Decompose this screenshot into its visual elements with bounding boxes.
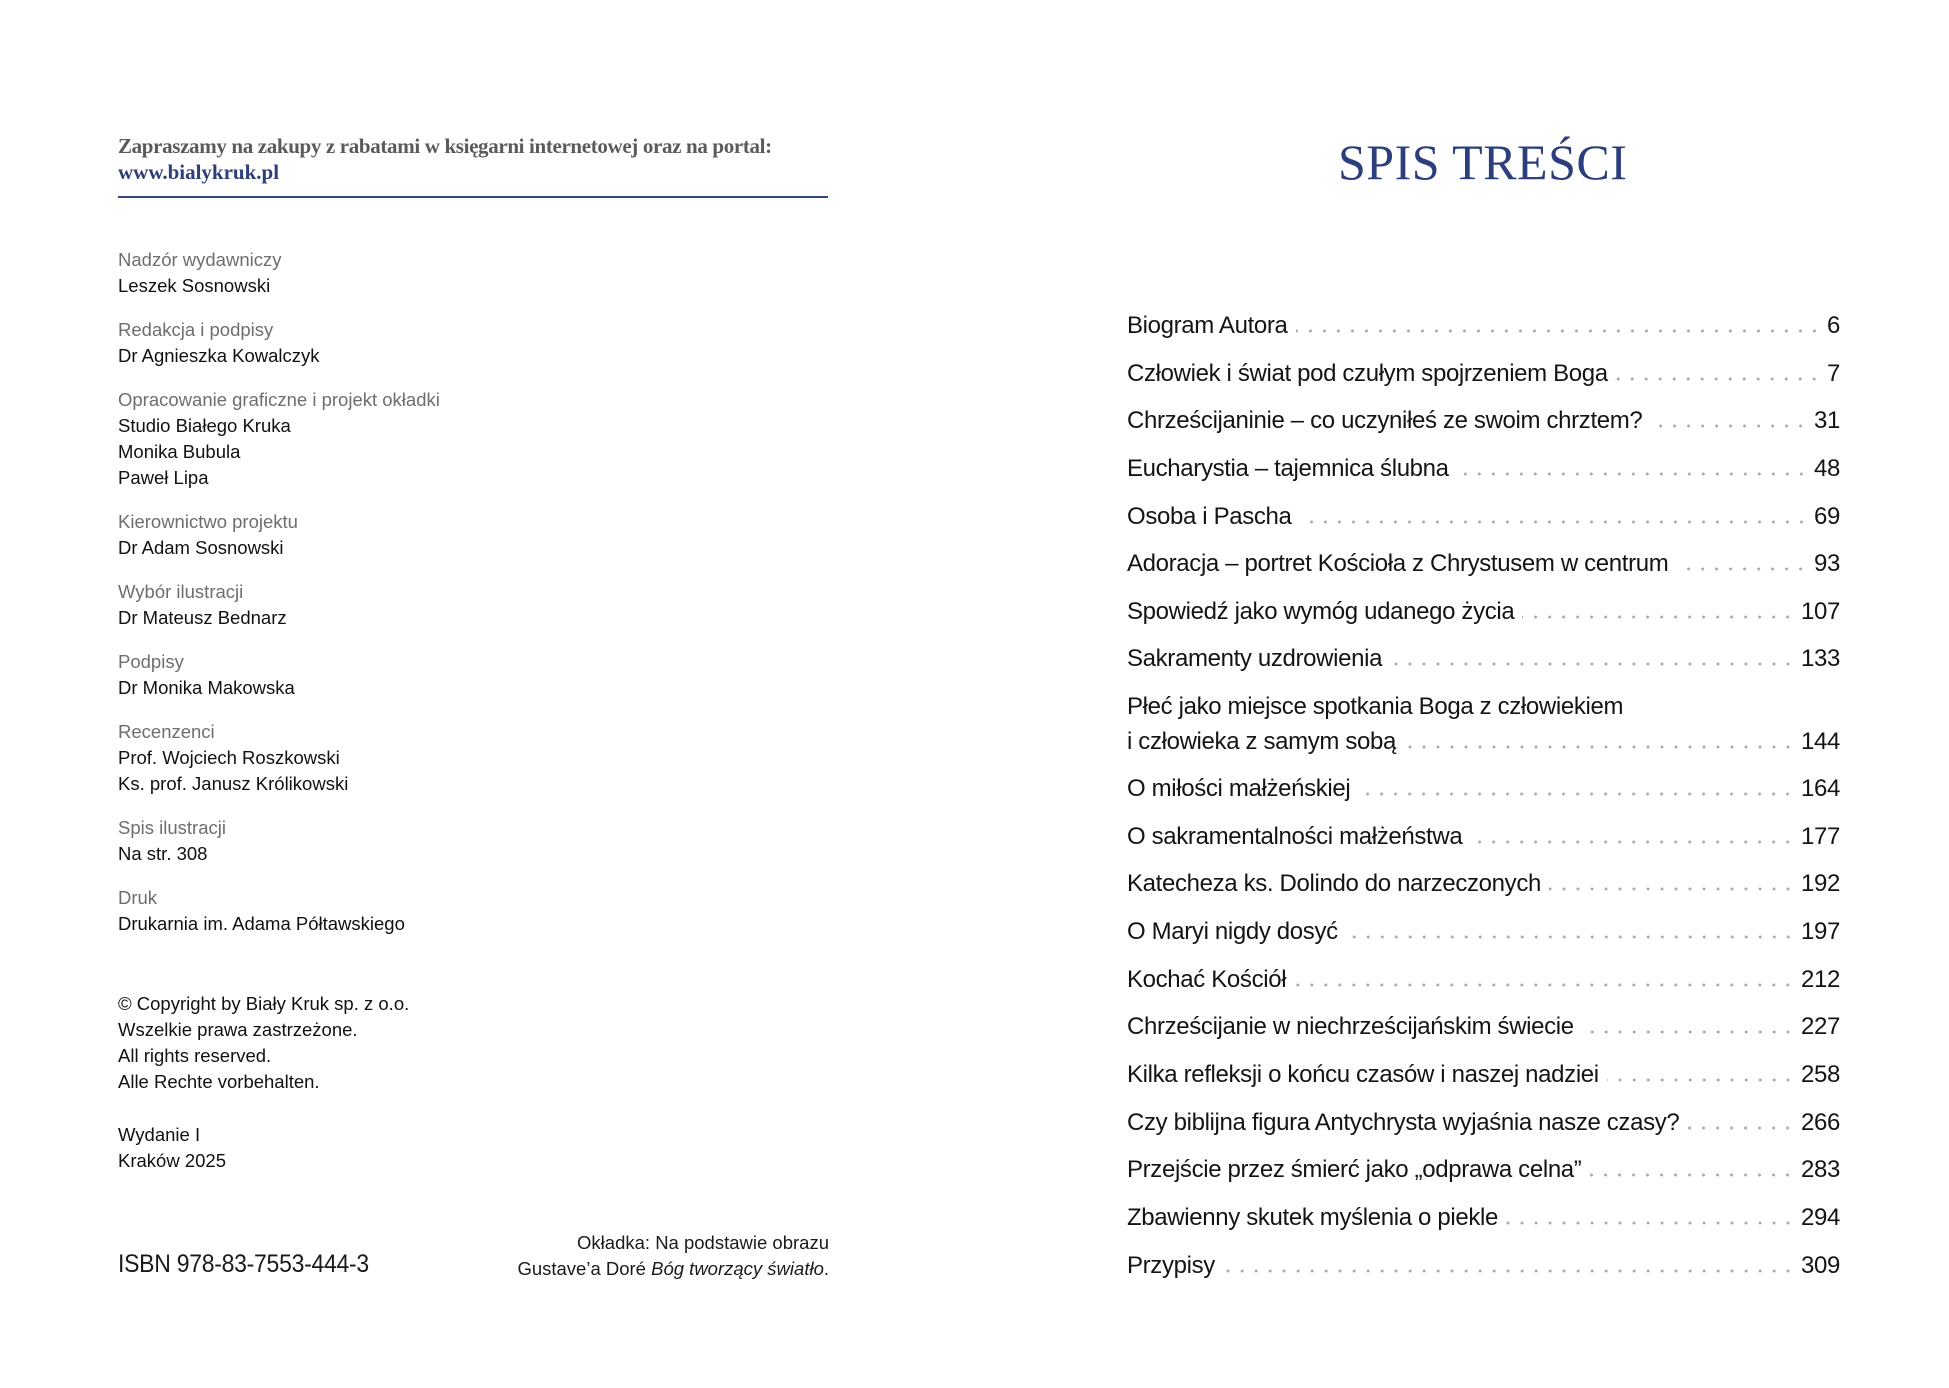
toc-entry[interactable] [1127,406,1840,436]
dot-leader [1470,840,1795,844]
credit-value: Studio Białego Kruka [118,415,291,436]
toc-entry[interactable] [1127,1203,1840,1233]
toc-entry-title: Adoracja – portret Kościoła z Chrystusem w centrum [1127,550,1669,577]
dot-leader [1616,377,1821,381]
dot-leader [1506,1221,1795,1225]
toc-entry-page-number: 266 [1801,1109,1840,1136]
credit-value: Ks. prof. Janusz Królikowski [118,773,349,794]
cover-credit [517,1230,829,1282]
toc-entry-page-number: 294 [1801,1204,1840,1231]
credit-value: Dr Adam Sosnowski [118,537,284,558]
dot-leader [1549,887,1795,891]
credit-label: Druk [118,887,158,908]
dot-leader [1582,1030,1795,1034]
toc-entry-title: Chrześcijaninie – co uczyniłeś ze swoim chrztem? [1127,407,1643,434]
dot-leader [1346,935,1795,939]
promo-block [118,133,772,185]
isbn: ISBN 978-83-7553-444-3 [118,1250,369,1278]
toc-entry-title: Czy biblijna figura Antychrysta wyjaśnia nasze czasy? [1127,1109,1680,1136]
toc-entry-title: Osoba i Pascha [1127,503,1292,530]
credit-label: Opracowanie graficzne i projekt okładki [118,389,440,410]
cover-credit-line1: Okładka: Na podstawie obrazu [577,1232,829,1253]
credit-label: Redakcja i podpisy [118,319,274,340]
toc-entry-page-number: 164 [1801,775,1840,802]
toc-entry-page-number: 192 [1801,870,1840,897]
toc-entry-title: Chrześcijanie w niechrześcijańskim świecie [1127,1013,1574,1040]
credit-label: Kierownictwo projektu [118,511,298,532]
copyright-line: Alle Rechte vorbehalten. [118,1071,320,1092]
cover-artist: Gustave’a Doré [517,1258,652,1279]
toc-entry-title: Zbawienny skutek myślenia o piekle [1127,1204,1498,1231]
dot-leader [1522,615,1795,619]
toc-entry-page-number: 48 [1814,455,1840,482]
toc-entry-page-number: 93 [1814,550,1840,577]
toc-entry[interactable] [1127,549,1840,579]
dot-leader [1457,472,1808,476]
toc-entry-title: Człowiek i świat pod czułym spojrzeniem Boga [1127,360,1608,387]
cover-credit-line2 [517,1256,829,1282]
credit-value: Prof. Wojciech Roszkowski [118,747,340,768]
credit-value: Monika Bubula [118,441,241,462]
toc-entry[interactable] [1127,1060,1840,1090]
toc-entry[interactable] [1127,454,1840,484]
edition-line: Wydanie I [118,1124,201,1145]
toc-entry[interactable] [1127,1251,1840,1281]
credit-label: Wybór ilustracji [118,581,244,602]
toc-entry-title-line1[interactable]: Płeć jako miejsce spotkania Boga z człowiekiem [1127,693,1624,720]
credit-label: Podpisy [118,651,184,672]
toc-entry[interactable] [1127,644,1840,674]
toc-entry-page-number: 144 [1801,728,1840,755]
toc-entry-page-number: 7 [1827,360,1840,387]
page-title: SPIS TREŚCI [1338,134,1628,190]
dot-leader [1223,1269,1795,1273]
copyright-line: © Copyright by Biały Kruk sp. z o.o. [118,993,410,1014]
toc-entry-page-number: 283 [1801,1156,1840,1183]
toc-entry-title: Kochać Kościół [1127,966,1287,993]
cover-artwork-title: Bóg tworzący światło [651,1258,824,1279]
dot-leader [1589,1173,1795,1177]
credit-value: Dr Mateusz Bednarz [118,607,287,628]
toc-entry[interactable] [1127,359,1840,389]
toc-entry[interactable] [1127,1012,1840,1042]
header-divider [118,196,828,198]
toc-entry-page-number: 212 [1801,966,1840,993]
toc-entry-page-number: 69 [1814,503,1840,530]
toc-entry-title: i człowieka z samym sobą [1127,728,1397,755]
toc-entry-page-number: 6 [1827,312,1840,339]
toc-entry-page-number: 309 [1801,1252,1840,1279]
toc-entry[interactable] [1127,1108,1840,1138]
toc-entry[interactable] [1127,311,1840,341]
credit-label: Recenzenci [118,721,215,742]
cover-credit-period: . [823,1258,829,1279]
toc-entry[interactable] [1127,917,1840,947]
toc-entry-page-number: 258 [1801,1061,1840,1088]
toc-entry[interactable] [1127,597,1840,627]
website-link[interactable]: www.bialykruk.pl [118,160,280,184]
toc-entry[interactable] [1127,774,1840,804]
dot-leader [1300,520,1808,524]
toc-entry-title: Przejście przez śmierć jako „odprawa celna” [1127,1156,1582,1183]
credit-value: Dr Agnieszka Kowalczyk [118,345,320,366]
toc-entry-page-number: 31 [1814,407,1840,434]
toc-entry[interactable] [1127,727,1840,757]
dot-leader [1650,424,1808,428]
dot-leader [1676,567,1808,571]
toc-entry[interactable] [1127,822,1840,852]
toc-entry-title: Biogram Autora [1127,312,1288,339]
credit-label: Nadzór wydawniczy [118,249,282,270]
copyright-line: All rights reserved. [118,1045,272,1066]
toc-entry-title: O Maryi nigdy dosyć [1127,918,1338,945]
toc-entry[interactable] [1127,1155,1840,1185]
toc-entry-page-number: 177 [1801,823,1840,850]
credit-value: Leszek Sosnowski [118,275,271,296]
dot-leader [1390,662,1795,666]
toc-entry-page-number: 133 [1801,645,1840,672]
dot-leader [1296,329,1821,333]
copyright-line: Wszelkie prawa zastrzeżone. [118,1019,358,1040]
edition-place-year: Kraków 2025 [118,1150,226,1171]
dot-leader [1294,983,1795,987]
dot-leader [1358,792,1795,796]
dot-leader [1404,745,1795,749]
credit-value: Dr Monika Makowska [118,677,295,698]
toc-entry-title: Przypisy [1127,1252,1215,1279]
dot-leader [1607,1078,1795,1082]
toc-entry[interactable] [1127,502,1840,532]
toc-entry-title: Katecheza ks. Dolindo do narzeczonych [1127,870,1541,897]
toc-entry-title: Kilka refleksji o końcu czasów i naszej nadziei [1127,1061,1599,1088]
toc-entry-title: Sakramenty uzdrowienia [1127,645,1383,672]
toc-entry[interactable] [1127,965,1840,995]
credit-value: Drukarnia im. Adama Półtawskiego [118,913,405,934]
toc-entry-title: O sakramentalności małżeństwa [1127,823,1463,850]
dot-leader [1687,1126,1795,1130]
credit-label: Spis ilustracji [118,817,226,838]
toc-entry-title: Spowiedź jako wymóg udanego życia [1127,598,1515,625]
toc-entry-title: Eucharystia – tajemnica ślubna [1127,455,1449,482]
promo-text: Zapraszamy na zakupy z rabatami w księgarni internetowej oraz na portal: [118,134,772,158]
credit-value: Na str. 308 [118,843,208,864]
toc-entry-title: O miłości małżeńskiej [1127,775,1351,802]
toc-entry[interactable] [1127,869,1840,899]
toc-entry-page-number: 227 [1801,1013,1840,1040]
toc-entry-page-number: 107 [1801,598,1840,625]
toc-entry-page-number: 197 [1801,918,1840,945]
credit-value: Paweł Lipa [118,467,209,488]
